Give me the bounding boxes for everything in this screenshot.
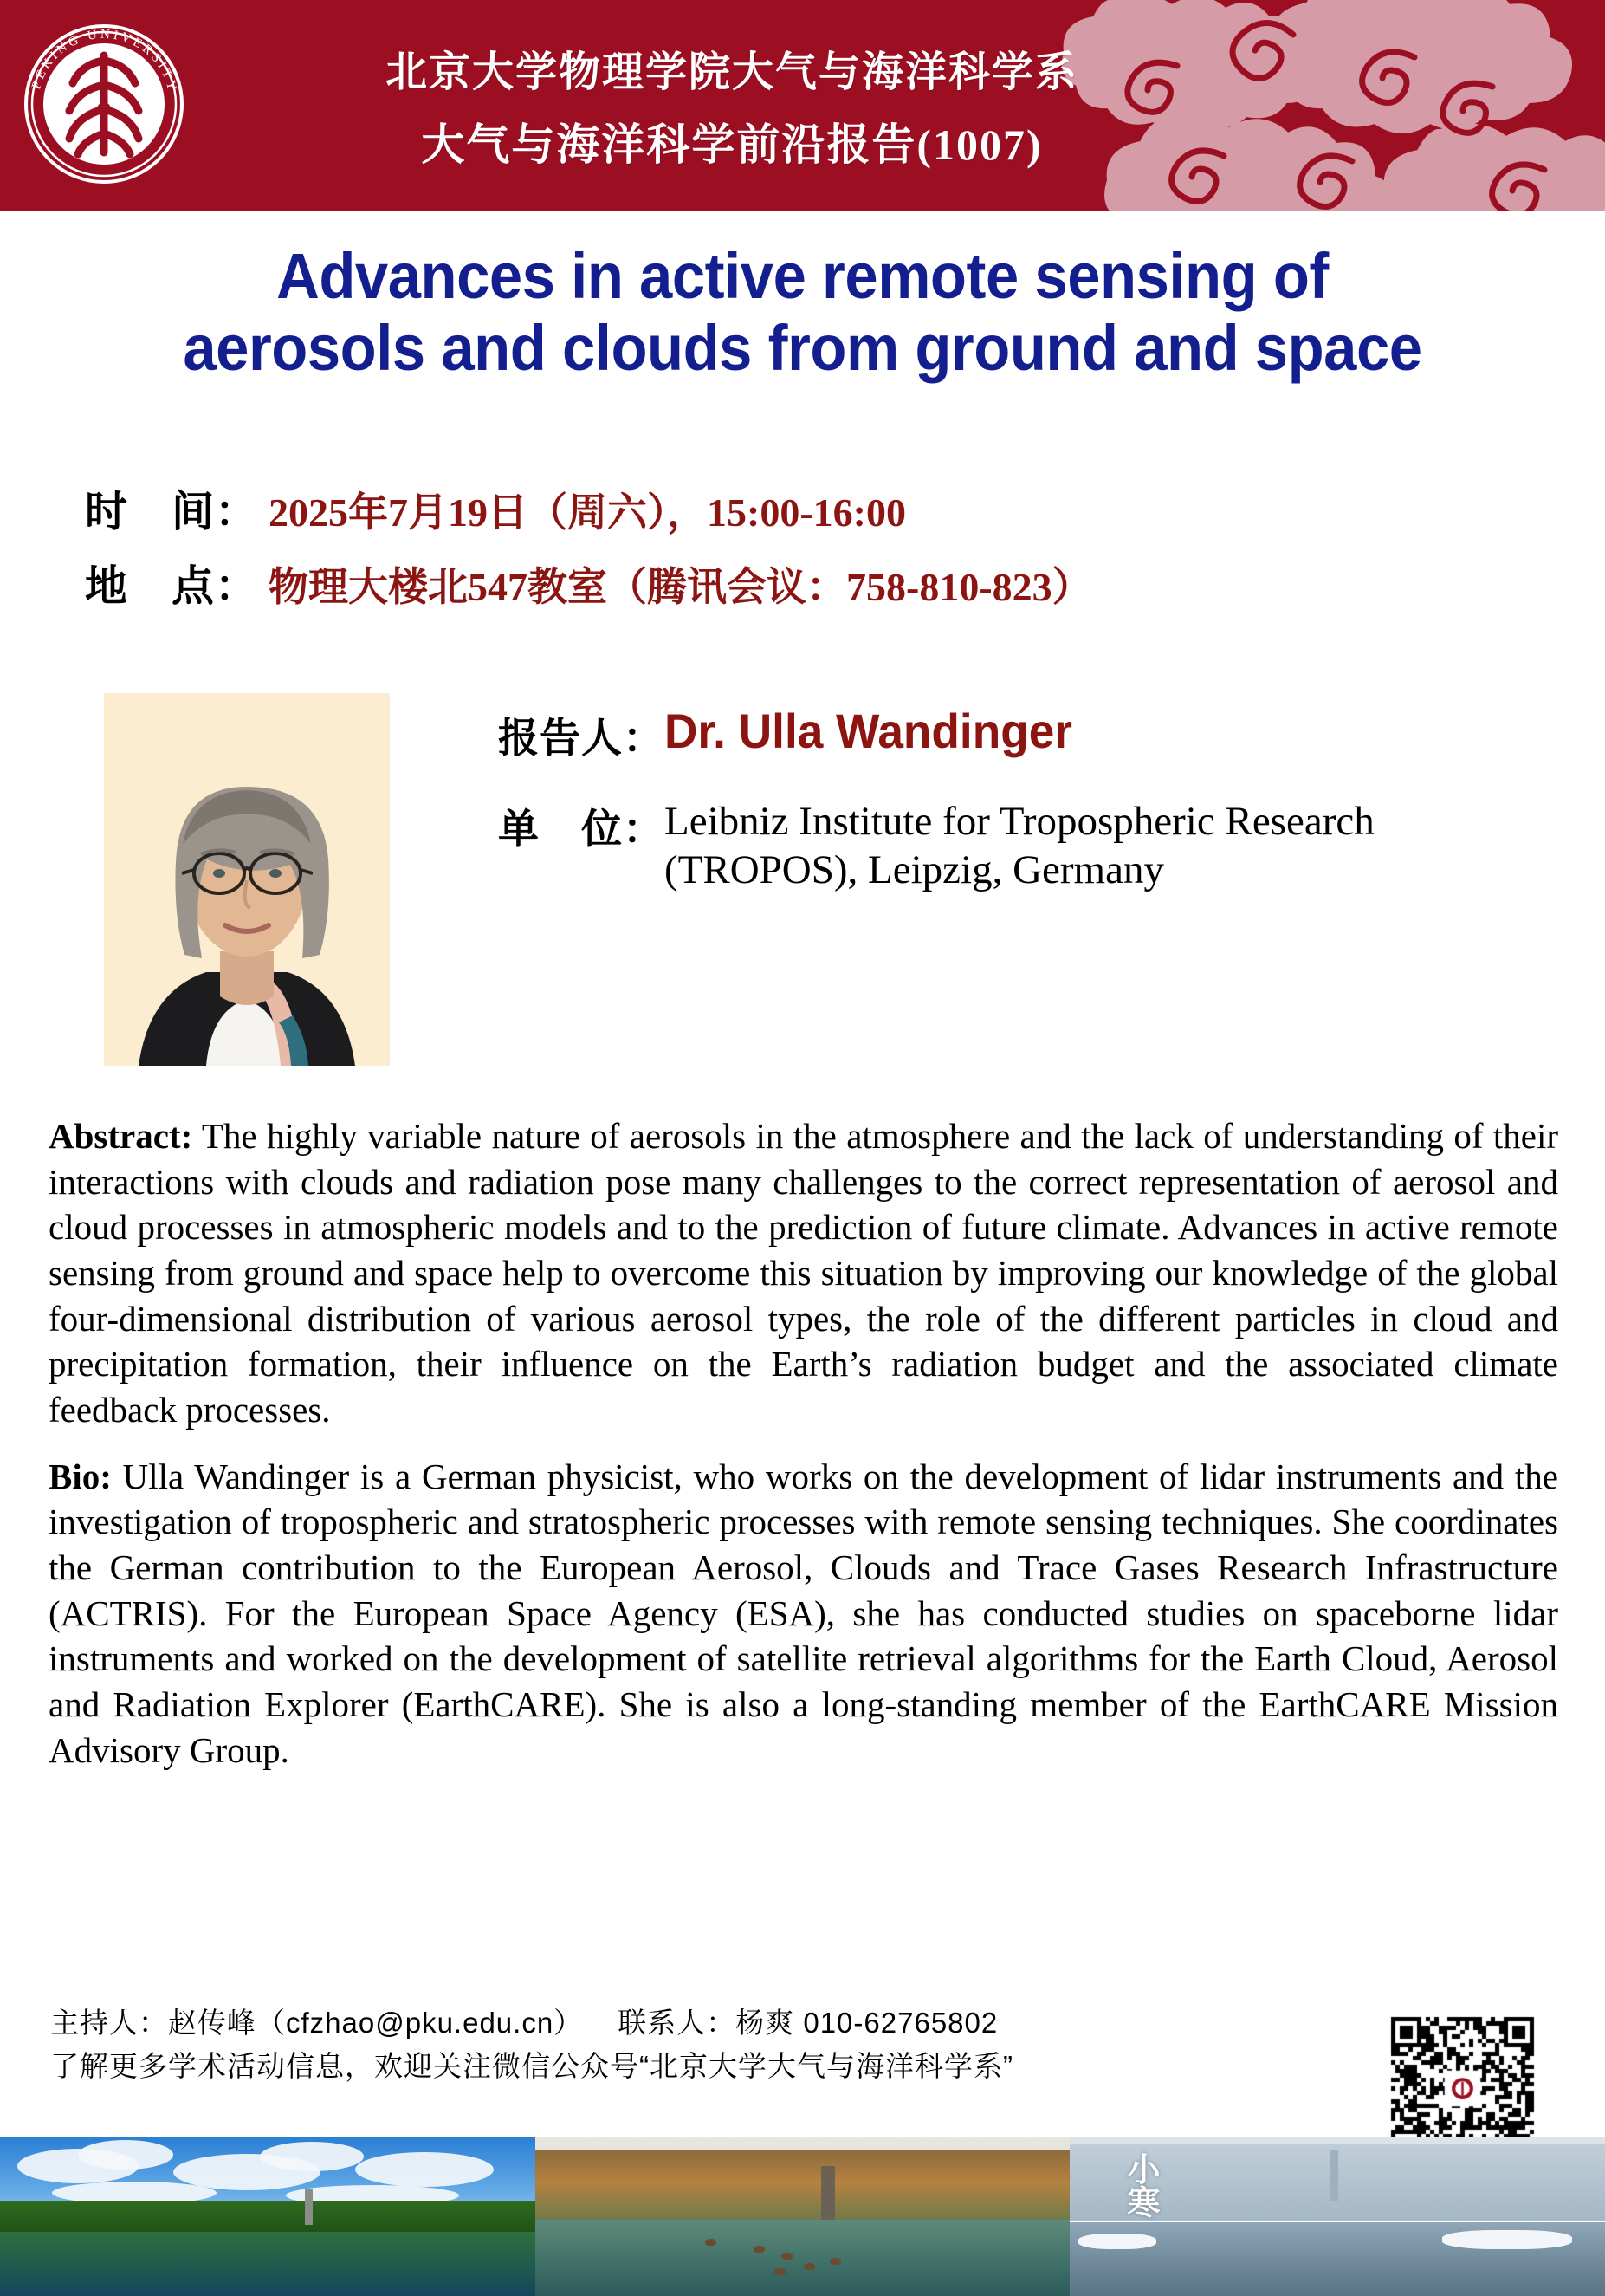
event-time-label: 时 间： <box>85 488 259 535</box>
bio-paragraph <box>49 1454 1558 1774</box>
svg-text:1898: 1898 <box>67 142 126 168</box>
footer-line-2: 了解更多学术活动信息，欢迎关注微信公众号“北京大学大气与海洋科学系” <box>50 2049 1013 2082</box>
speaker-name-row <box>498 706 1555 764</box>
speaker-affiliation-row <box>498 797 1555 895</box>
talk-title-line-1: Advances in active remote sensing of <box>276 240 1329 312</box>
host-label: 主持人： <box>50 2007 168 2039</box>
body-text <box>49 1113 1558 1793</box>
event-place-row <box>85 553 1557 613</box>
speaker-info <box>498 706 1555 895</box>
svg-text:PEKING UNIVERSITY: PEKING UNIVERSITY <box>29 27 180 95</box>
peking-university-seal-icon <box>22 5 186 203</box>
footer-contact <box>50 2001 1315 2087</box>
event-place-label: 地 点： <box>85 562 259 610</box>
speaker-portrait <box>104 693 390 1066</box>
abstract-label: Abstract: <box>49 1116 193 1156</box>
event-place-value: 物理大楼北547教室（腾讯会议：758-810-823） <box>269 565 1092 609</box>
speaker-photo-illustration <box>104 693 390 1066</box>
speaker-name-label: 报告人： <box>498 717 664 762</box>
contact-value: 杨爽 010-62765802 <box>735 2007 999 2039</box>
footer-line-1 <box>50 2001 1315 2045</box>
talk-title <box>56 241 1549 385</box>
speaker-affiliation-label: 单 位： <box>498 807 664 853</box>
host-value: 赵传峰（cfzhao@pku.edu.cn） <box>168 2007 584 2039</box>
header-banner <box>0 0 1605 211</box>
bio-text: Ulla Wandinger is a German physicist, who works on the development of lidar instruments and the investigation of tropospheric and stratospheric processes with remote sensing techniques. She coordinates the German contribution to the European Aerosol, Clouds and Trace Gases Research Infrastructure (ACTRIS). For the European Space Agency (ESA), she has conducted studies on spaceborne lidar instruments and worked on the development of satellite retrieval algorithms for the Earth Cloud, Aerosol and Radiation Explorer (EarthCARE). She is also a long-standing member of the EarthCARE Mission Advisory Group. <box>49 1456 1558 1770</box>
talk-title-line-2: aerosols and clouds from ground and space <box>183 311 1422 384</box>
bio-label: Bio: <box>49 1456 112 1496</box>
banner-title-group <box>199 0 1265 211</box>
season-label-minor-cold: 小寒 <box>1121 2152 1158 2218</box>
contact-label: 联系人： <box>618 2007 736 2039</box>
campus-seasons-photo-strip <box>0 2137 1605 2296</box>
photo-panel-winter <box>1070 2137 1605 2296</box>
seminar-series-name: 大气与海洋科学前沿报告(1007) <box>421 120 1043 169</box>
speaker-name-value: Dr. Ulla Wandinger <box>664 704 1072 758</box>
speaker-affiliation-value: Leibniz Institute for Tropospheric Research (TROPOS), Leipzig, Germany <box>664 799 1375 893</box>
photo-panel-summer <box>0 2137 535 2296</box>
event-time-value: 2025年7月19日（周六），15:00-16:00 <box>269 490 906 535</box>
abstract-text: The highly variable nature of aerosols in the atmosphere and the lack of understanding of their interactions with clouds and radiation pose many challenges to the correct representation of aerosol and cloud processes in atmospheric models and to the prediction of future climate. Advances in active remote sensing from ground and space help to overcome this situation by improving our knowledge of the global four-dimensional distribution of various aerosol types, the role of the different particles in cloud and precipitation formation, their influence on the Earth’s radiation budget and the associated climate feedback processes. <box>49 1116 1558 1430</box>
abstract-paragraph <box>49 1113 1558 1433</box>
photo-panel-autumn <box>535 2137 1070 2296</box>
department-name: 北京大学物理学院大气与海洋科学系 <box>385 49 1078 95</box>
event-meta <box>85 478 1557 627</box>
event-time-row <box>85 478 1557 539</box>
